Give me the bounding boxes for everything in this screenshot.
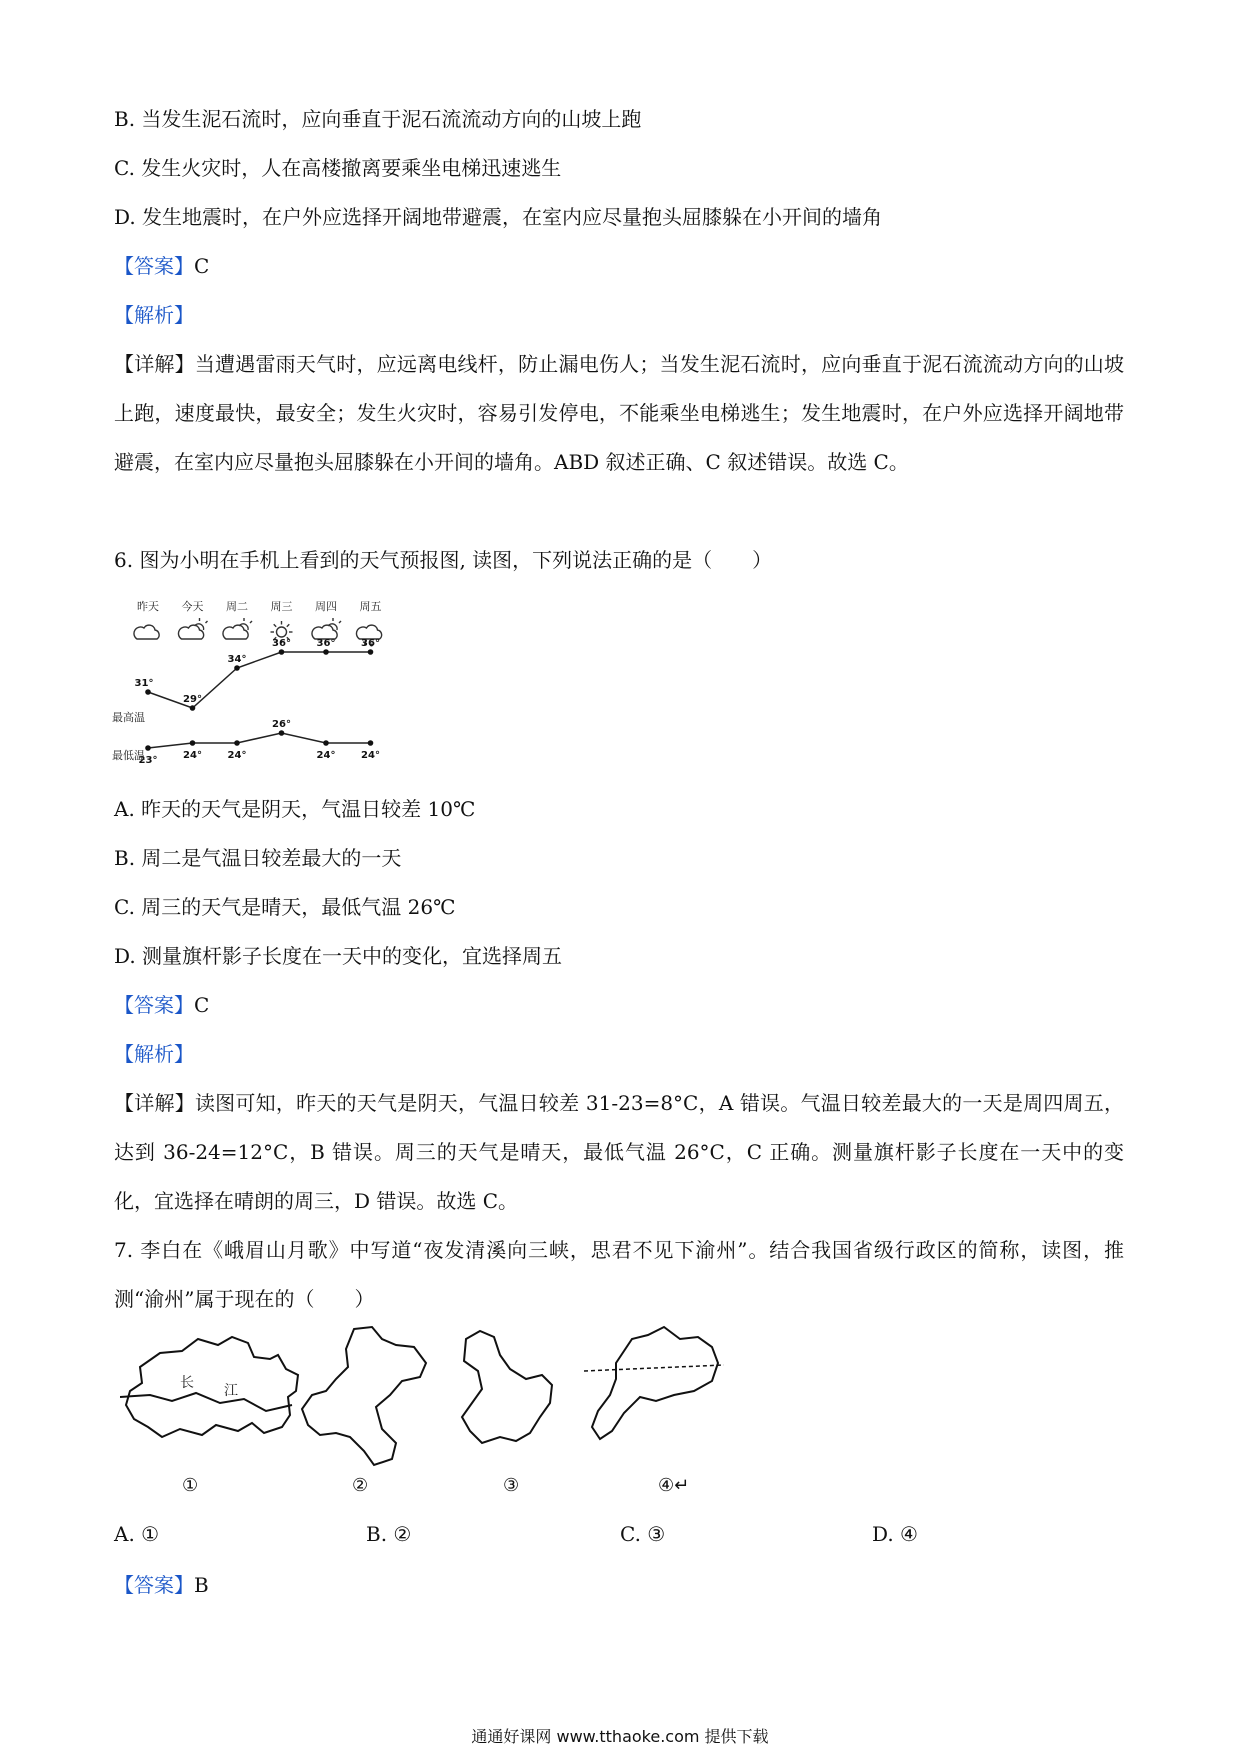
q6-option-a: A. 昨天的天气是阴天，气温日较差 10℃ — [114, 797, 476, 821]
q6-option-d: D. 测量旗杆影子长度在一天中的变化，宜选择周五 — [114, 944, 563, 968]
q6-detail — [114, 1079, 1124, 1226]
low-temp-line — [148, 733, 371, 748]
day-label: 周二 — [226, 600, 248, 613]
high-temp-point — [234, 665, 240, 671]
low-temp-label: 23° — [138, 755, 158, 766]
low-temp-label: 24° — [316, 750, 336, 761]
q6-option-b: B. 周二是气温日较差最大的一天 — [114, 846, 402, 870]
high-temp-label: 36° — [316, 638, 336, 649]
partly-cloudy-icon — [223, 618, 252, 639]
low-temp-label: 24° — [227, 750, 247, 761]
day-label: 周三 — [270, 600, 293, 613]
day-label: 周五 — [359, 600, 382, 613]
low-temp-label: 24° — [361, 750, 380, 761]
q7-option-d: D. ④ — [872, 1522, 918, 1546]
low-temp-point — [279, 730, 285, 736]
q5-answer — [114, 252, 209, 280]
high-temp-label: 29° — [183, 694, 202, 705]
answer-value: C — [194, 254, 210, 278]
weather-forecast-chart — [112, 592, 432, 772]
high-temp-point — [145, 689, 151, 695]
detail-text: 读图可知，昨天的天气是阴天，气温日较差 31-23=8°C，A 错误。气温日较差最大的一天是周四周五，达到 36-24=12°C，B 错误。周三的天气是晴天，最低气温 26°C，C 正确。测量旗杆影子长度在一天中的变化，宜选择在晴朗的周三，D 错误。故选 C。 — [114, 1091, 1125, 1213]
q7-answer — [114, 1571, 209, 1599]
low-temp-point — [190, 740, 196, 746]
map-label-3: ③ — [503, 1475, 520, 1495]
detail-label: 【详解】 — [114, 352, 195, 376]
answer-value: B — [194, 1573, 209, 1597]
q7-option-c: C. ③ — [620, 1522, 666, 1546]
map-label-2: ② — [352, 1475, 369, 1495]
q7-option-b: B. ② — [366, 1522, 412, 1546]
q6-option-c: C. 周三的天气是晴天，最低气温 26℃ — [114, 895, 456, 919]
low-temp-point — [323, 740, 329, 746]
low-temp-point — [234, 740, 240, 746]
map-4 — [584, 1327, 724, 1439]
detail-label: 【详解】 — [114, 1091, 195, 1115]
q6-stem: 6. 图为小明在手机上看到的天气预报图, 读图，下列说法正确的是（ ） — [114, 548, 773, 572]
low-temp-point — [145, 745, 151, 751]
q7-option-a: A. ① — [114, 1522, 160, 1546]
q5-analysis-label: 【解析】 — [114, 303, 194, 327]
q6-analysis-label: 【解析】 — [114, 1042, 194, 1066]
low-temp-label: 24° — [183, 750, 202, 761]
partly-cloudy-icon — [178, 618, 207, 639]
low-temp-label: 26° — [272, 719, 291, 730]
q6-answer — [114, 991, 209, 1019]
river-label-chang: 长 — [180, 1375, 194, 1391]
map-label-4: ④↵ — [658, 1475, 690, 1495]
answer-label: 【答案】 — [114, 254, 194, 278]
map-label-1: ① — [182, 1475, 199, 1495]
answer-label: 【答案】 — [114, 1573, 194, 1597]
series-label-high: 最高温 — [112, 711, 145, 724]
high-temp-label: 36° — [361, 638, 380, 649]
q5-detail — [114, 340, 1124, 487]
day-label: 昨天 — [137, 600, 159, 613]
q5-option-b: B. 当发生泥石流时，应向垂直于泥石流流动方向的山坡上跑 — [114, 107, 642, 131]
series-label-low: 最低温 — [112, 749, 145, 762]
map-2 — [302, 1327, 426, 1465]
map-1 — [120, 1337, 298, 1437]
cloudy-icon — [134, 625, 159, 639]
province-maps — [120, 1325, 830, 1495]
day-label: 今天 — [181, 600, 204, 613]
answer-value: C — [194, 993, 210, 1017]
high-temp-label: 34° — [227, 654, 247, 665]
high-temp-point — [279, 649, 285, 655]
answer-label: 【答案】 — [114, 993, 194, 1017]
high-temp-point — [323, 649, 329, 655]
page-footer: 通通好课网 www.tthaoke.com 提供下载 — [471, 1727, 769, 1746]
day-label: 周四 — [315, 600, 337, 613]
high-temp-label: 31° — [134, 678, 154, 689]
q5-option-d: D. 发生地震时，在户外应选择开阔地带避震，在室内应尽量抱头屈膝躲在小开间的墙角 — [114, 205, 883, 229]
q5-option-c: C. 发生火灾时，人在高楼撤离要乘坐电梯迅速逃生 — [114, 156, 562, 180]
river-label-jiang: 江 — [224, 1383, 238, 1399]
high-temp-line — [148, 652, 371, 708]
q7-stem: 7. 李白在《峨眉山月歌》中写道“夜发清溪向三峡，思君不见下渝州”。结合我国省级行政区的简称，读图，推测“渝州”属于现在的（ ） — [114, 1238, 1124, 1311]
high-temp-point — [190, 705, 196, 711]
map-3 — [462, 1331, 552, 1443]
detail-text: 当遭遇雷雨天气时，应远离电线杆，防止漏电伤人；当发生泥石流时，应向垂直于泥石流流动方向的山坡上跑，速度最快，最安全；发生火灾时，容易引发停电，不能乘坐电梯逃生；发生地震时，在户外应选择开阔地带避震，在室内应尽量抱头屈膝躲在小开间的墙角。ABD 叙述正确、C 叙述错误。故选 C。 — [114, 352, 1125, 474]
low-temp-point — [368, 740, 374, 746]
high-temp-point — [368, 649, 374, 655]
partly-cloudy-icon — [312, 618, 341, 639]
high-temp-label: 36° — [272, 638, 291, 649]
